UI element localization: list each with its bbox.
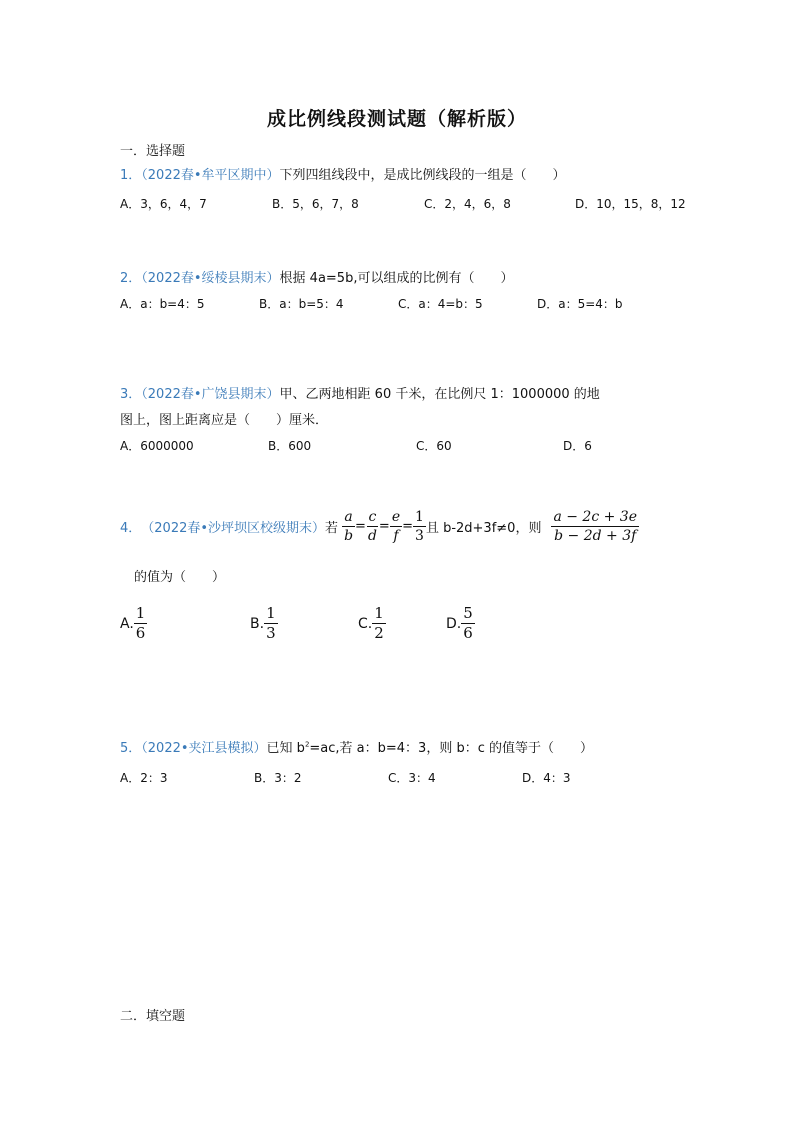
question-text: 根据 4a=5b,可以组成的比例有（ ） <box>279 271 514 286</box>
condition-text: 且 b-2d+3f≠0，则 <box>425 521 542 536</box>
fraction-e-over-f: $\frac{e}{f}$ <box>391 509 401 544</box>
fraction-a-over-b: $\frac{a}{b}$ <box>344 509 354 544</box>
option-b: B．a：b=5：4 <box>259 297 344 311</box>
option-d: D．10，15，8，12 <box>575 197 686 211</box>
option-d: D．a：5=4：b <box>537 297 623 311</box>
question-number: 1． <box>120 168 142 183</box>
option-b: B．3：2 <box>254 771 302 785</box>
question-text: 下列四组线段中，是成比例线段的一组是（ ） <box>279 168 566 183</box>
option-a: A. $\frac{1}{6}$ <box>120 604 146 642</box>
question-number: 3． <box>120 387 142 402</box>
question-4 <box>120 510 639 543</box>
option-a: A．6000000 <box>120 439 194 453</box>
equals-sign: = <box>402 519 414 534</box>
exponent: 2 <box>304 740 310 749</box>
question-text: 若 <box>325 521 339 536</box>
expression-fraction: $\frac{a - 2c + 3e}{b - 2d + 3f}$ <box>553 509 638 544</box>
question-number: 2． <box>120 271 142 286</box>
question-1 <box>120 164 566 183</box>
option-fraction: $\frac{1}{3}$ <box>266 604 276 642</box>
fraction-c-over-d: $\frac{c}{d}$ <box>367 509 377 544</box>
option-b: B．5，6，7，8 <box>272 197 359 211</box>
question-source: （2022春•沙坪坝区校级期末） <box>141 521 326 536</box>
question-3 <box>120 383 600 402</box>
question-number: 4． <box>120 521 142 536</box>
question-2 <box>120 267 513 286</box>
equals-sign: = <box>355 519 366 534</box>
section-heading-choice: 一．选择题 <box>120 144 186 159</box>
section-heading-fill: 二．填空题 <box>120 1009 186 1024</box>
option-a: A．2：3 <box>120 771 168 785</box>
question-text-line-1: 甲、乙两地相距 60 千米，在比例尺 1：1000000 的地 <box>279 387 600 402</box>
fraction-one-third: $\frac{1}{3}$ <box>415 509 424 544</box>
option-d: D．4：3 <box>522 771 571 785</box>
question-5 <box>120 737 593 756</box>
page-title: 成比例线段测试题（解析版） <box>266 108 527 130</box>
option-a: A．a：b=4：5 <box>120 297 205 311</box>
question-source: （2022春•牟平区期中） <box>141 168 280 183</box>
option-a: A．3，6，4，7 <box>120 197 207 211</box>
question-number: 5． <box>120 741 142 756</box>
option-b: B．600 <box>268 439 312 453</box>
question-text: 已知 b <box>266 741 305 756</box>
option-c: C. $\frac{1}{2}$ <box>358 604 384 642</box>
question-source: （2022•夹江县模拟） <box>141 741 267 756</box>
option-fraction: $\frac{1}{6}$ <box>135 604 146 642</box>
question-text-cont: =ac,若 a：b=4：3，则 b：c 的值等于（ ） <box>309 741 593 756</box>
option-b: B. $\frac{1}{3}$ <box>250 604 276 642</box>
option-c: C．a：4=b：5 <box>398 297 483 311</box>
option-fraction: $\frac{1}{2}$ <box>374 604 384 642</box>
option-c: C．3：4 <box>388 771 436 785</box>
question-source: （2022春•绥棱县期末） <box>141 271 280 286</box>
option-fraction: $\frac{5}{6}$ <box>463 604 473 642</box>
question-source: （2022春•广饶县期末） <box>141 387 280 402</box>
question-text-line-2: 图上，图上距离应是（ ）厘米． <box>120 413 329 428</box>
option-c: C．2，4，6，8 <box>424 197 511 211</box>
equals-sign: = <box>378 519 390 534</box>
option-d: D．6 <box>563 439 592 453</box>
question-text-tail: 的值为（ ） <box>134 570 226 585</box>
option-d: D. $\frac{5}{6}$ <box>446 604 473 642</box>
option-c: C．60 <box>416 439 452 453</box>
